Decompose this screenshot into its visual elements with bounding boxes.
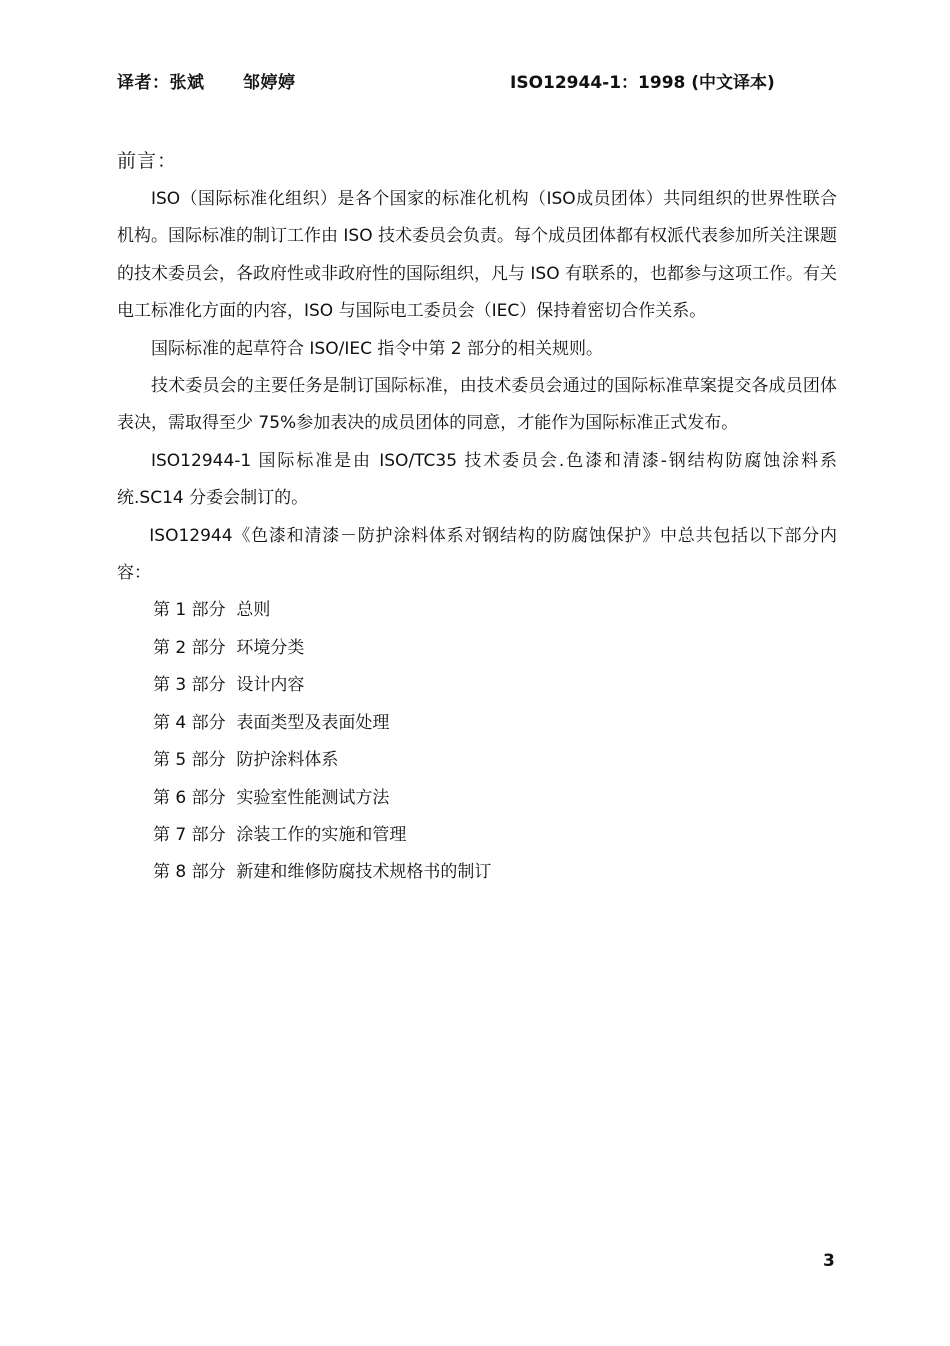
paragraph-standard-origin: ISO12944-1 国际标准是由 ISO/TC35 技术委员会.色漆和清漆-钢结构防腐蚀涂料系统.SC14 分委会制订的。 (117, 450, 837, 509)
list-item: 第 1 部分 总则 (153, 600, 271, 621)
list-item: 第 4 部分 表面类型及表面处理 (153, 712, 390, 733)
document-body (117, 181, 837, 892)
list-item: 第 3 部分 设计内容 (153, 675, 305, 696)
list-item: 第 5 部分 防护涂料体系 (153, 750, 339, 771)
header-translators: 译者：张斌 邹婷婷 (117, 73, 296, 93)
list-item: 第 7 部分 涂装工作的实施和管理 (153, 824, 407, 845)
paragraph-drafting-rules: 国际标准的起草符合 ISO/IEC 指令中第 2 部分的相关规则。 (151, 338, 603, 359)
page-number: 3 (823, 1251, 835, 1271)
header-standard-id: ISO12944-1：1998 (中文译本) (510, 73, 775, 93)
list-item: 第 8 部分 新建和维修防腐技术规格书的制订 (153, 862, 492, 883)
parts-list (117, 592, 837, 891)
paragraph-committee-tasks: 技术委员会的主要任务是制订国际标准，由技术委员会通过的国际标准草案提交各成员团体表决，需取得至少 75%参加表决的成员团体的同意，才能作为国际标准正式发布。 (117, 376, 837, 434)
list-item: 第 2 部分 环境分类 (153, 637, 305, 658)
list-item: 第 6 部分 实验室性能测试方法 (153, 787, 390, 808)
paragraph-iso-intro: ISO（国际标准化组织）是各个国家的标准化机构（ISO成员团体）共同组织的世界性联合机构。国际标准的制订工作由 ISO 技术委员会负责。每个成员团体都有权派代表参加所关注课题的技术委员会，各政府性或非政府性的国际组织，凡与 ISO 有联系的，也都参与这项工作。有关电工标准化方面的内容，ISO 与国际电工委员会（IEC）保持着密切合作关系。 (117, 189, 837, 322)
paragraph-parts-intro: ISO12944《色漆和清漆－防护涂料体系对钢结构的防腐蚀保护》中总共包括以下部分内容： (117, 525, 837, 584)
section-title: 前言： (117, 150, 178, 172)
